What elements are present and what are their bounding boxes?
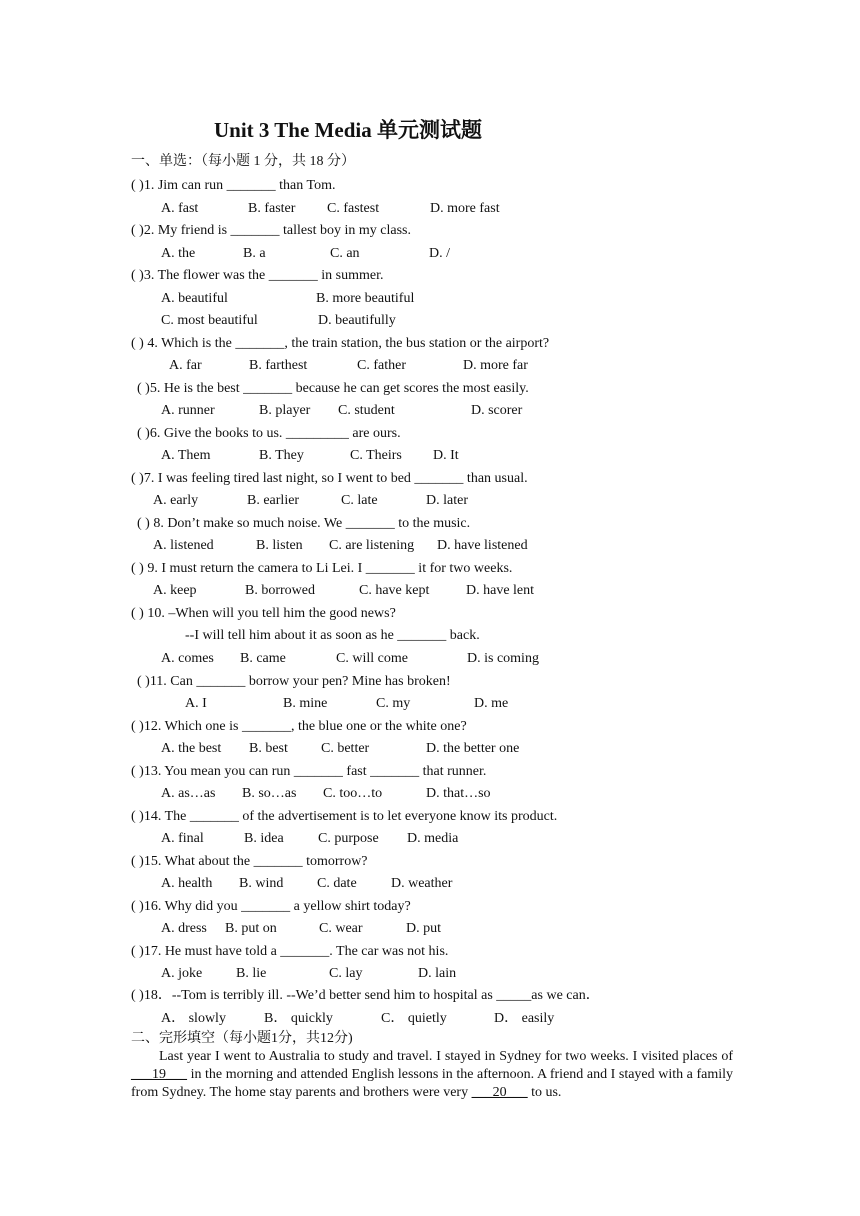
option-b: B. faster <box>248 201 296 216</box>
option-d: D. is coming <box>467 651 539 666</box>
option-d: D. more fast <box>430 201 500 216</box>
question-3-stem: ( )3. The flower was the _______ in summer. <box>131 268 384 283</box>
option-a: A. runner <box>161 403 215 418</box>
option-c: C. will come <box>336 651 408 666</box>
option-a: A. keep <box>153 583 197 598</box>
option-b: B. They <box>259 448 304 463</box>
option-b: B. so…as <box>242 786 297 801</box>
option-d: D． easily <box>494 1011 555 1026</box>
option-a: A. comes <box>161 651 214 666</box>
question-11-stem: ( )11. Can _______ borrow your pen? Mine has broken! <box>137 674 451 689</box>
option-d: D. lain <box>418 966 457 981</box>
option-d: D. It <box>433 448 459 463</box>
option-d: D. media <box>407 831 459 846</box>
option-c: C. late <box>341 493 378 508</box>
blank-19: ___19___ <box>131 1067 187 1082</box>
option-b: B. listen <box>256 538 303 553</box>
question-13-stem: ( )13. You mean you can run _______ fast _______ that runner. <box>131 764 487 779</box>
option-a: A. dress <box>161 921 207 936</box>
option-c: C. date <box>317 876 357 891</box>
passage-text-1: Last year I went to Australia to study and travel. I stayed in Sydney for two weeks. I visited places of <box>159 1049 733 1064</box>
option-a: A. I <box>185 696 207 711</box>
question-18-stem: ( )18．--Tom is terribly ill. --We’d better send him to hospital as _____as we can． <box>131 988 600 1003</box>
option-b: B. came <box>240 651 286 666</box>
option-a: A. the best <box>161 741 222 756</box>
option-d: D. / <box>429 246 450 261</box>
option-c: C. my <box>376 696 411 711</box>
option-c: C. an <box>330 246 360 261</box>
option-a: A. joke <box>161 966 203 981</box>
option-b: B. a <box>243 246 266 261</box>
blank-20: ___20___ <box>471 1085 528 1100</box>
option-b: B． quickly <box>264 1011 333 1026</box>
option-b: B. best <box>249 741 288 756</box>
option-c: C. are listening <box>329 538 415 553</box>
question-9-stem: ( ) 9. I must return the camera to Li Lei. I _______ it for two weeks. <box>131 561 513 576</box>
option-c: C. wear <box>319 921 363 936</box>
option-c: C. Theirs <box>350 448 402 463</box>
option-c: C. student <box>338 403 395 418</box>
option-a: A. Them <box>161 448 211 463</box>
option-a: A. far <box>169 358 202 373</box>
option-d: D. have listened <box>437 538 528 553</box>
passage-text-2: in the morning and attended English lessons in the afternoon. A friend and I stayed with a family from Sydney. The home stay parents and brothers were very <box>131 1067 733 1100</box>
option-b: B. wind <box>239 876 284 891</box>
section-heading-cloze: 二、完形填空（每小题1分，共12分) <box>131 1031 353 1046</box>
cloze-passage <box>131 1048 733 1102</box>
option-d: D. beautifully <box>318 313 396 328</box>
question-1-stem: ( )1. Jim can run _______ than Tom. <box>131 178 336 193</box>
question-2-stem: ( )2. My friend is _______ tallest boy in my class. <box>131 223 411 238</box>
question-16-stem: ( )16. Why did you _______ a yellow shirt today? <box>131 899 411 914</box>
question-14-stem: ( )14. The _______ of the advertisement is to let everyone know its product. <box>131 809 558 824</box>
option-a: A. final <box>161 831 204 846</box>
passage-text-3: to us. <box>527 1085 562 1100</box>
option-c: C. lay <box>329 966 363 981</box>
option-c: C. father <box>357 358 406 373</box>
option-a: A. beautiful <box>161 291 228 306</box>
option-d: D. scorer <box>471 403 523 418</box>
option-a: A. the <box>161 246 196 261</box>
question-4-stem: ( ) 4. Which is the _______, the train station, the bus station or the airport? <box>131 336 550 351</box>
question-5-stem: ( )5. He is the best _______ because he can get scores the most easily. <box>137 381 529 396</box>
question-10-stem-reply: --I will tell him about it as soon as he _______ back. <box>185 628 480 643</box>
option-c: C. too…to <box>323 786 383 801</box>
question-17-stem: ( )17. He must have told a _______. The car was not his. <box>131 944 449 959</box>
option-d: D. that…so <box>426 786 491 801</box>
option-b: B. mine <box>283 696 328 711</box>
option-d: D. the better one <box>426 741 520 756</box>
option-b: B. put on <box>225 921 277 936</box>
option-c: C. have kept <box>359 583 430 598</box>
option-a: A. early <box>153 493 199 508</box>
option-b: B. farthest <box>249 358 308 373</box>
question-8-stem: ( ) 8. Don’t make so much noise. We _______ to the music. <box>137 516 471 531</box>
option-d: D. later <box>426 493 468 508</box>
question-12-stem: ( )12. Which one is _______, the blue one or the white one? <box>131 719 467 734</box>
option-b: B. borrowed <box>245 583 315 598</box>
option-c: C. better <box>321 741 370 756</box>
option-b: B. lie <box>236 966 267 981</box>
page-title: Unit 3 The Media 单元测试题 <box>214 118 482 142</box>
option-d: D. me <box>474 696 509 711</box>
option-d: D. weather <box>391 876 453 891</box>
option-c: C． quietly <box>381 1011 447 1026</box>
option-c: C. most beautiful <box>161 313 258 328</box>
option-a: A. fast <box>161 201 199 216</box>
question-6-stem: ( )6. Give the books to us. _________ are ours. <box>137 426 401 441</box>
option-b: B. idea <box>244 831 284 846</box>
question-15-stem: ( )15. What about the _______ tomorrow? <box>131 854 368 869</box>
option-b: B. earlier <box>247 493 300 508</box>
option-d: D. more far <box>463 358 528 373</box>
option-b: B. player <box>259 403 311 418</box>
option-a: A. listened <box>153 538 214 553</box>
option-b: B. more beautiful <box>316 291 415 306</box>
option-d: D. have lent <box>466 583 535 598</box>
option-c: C. purpose <box>318 831 379 846</box>
option-c: C. fastest <box>327 201 380 216</box>
question-10-stem: ( ) 10. –When will you tell him the good news? <box>131 606 396 621</box>
option-a: A. health <box>161 876 213 891</box>
option-d: D. put <box>406 921 441 936</box>
question-7-stem: ( )7. I was feeling tired last night, so I went to bed _______ than usual. <box>131 471 528 486</box>
option-a: A. as…as <box>161 786 216 801</box>
option-a: A． slowly <box>161 1011 226 1026</box>
section-heading-choice: 一、单选：（每小题 1 分，共 18 分） <box>131 154 355 169</box>
